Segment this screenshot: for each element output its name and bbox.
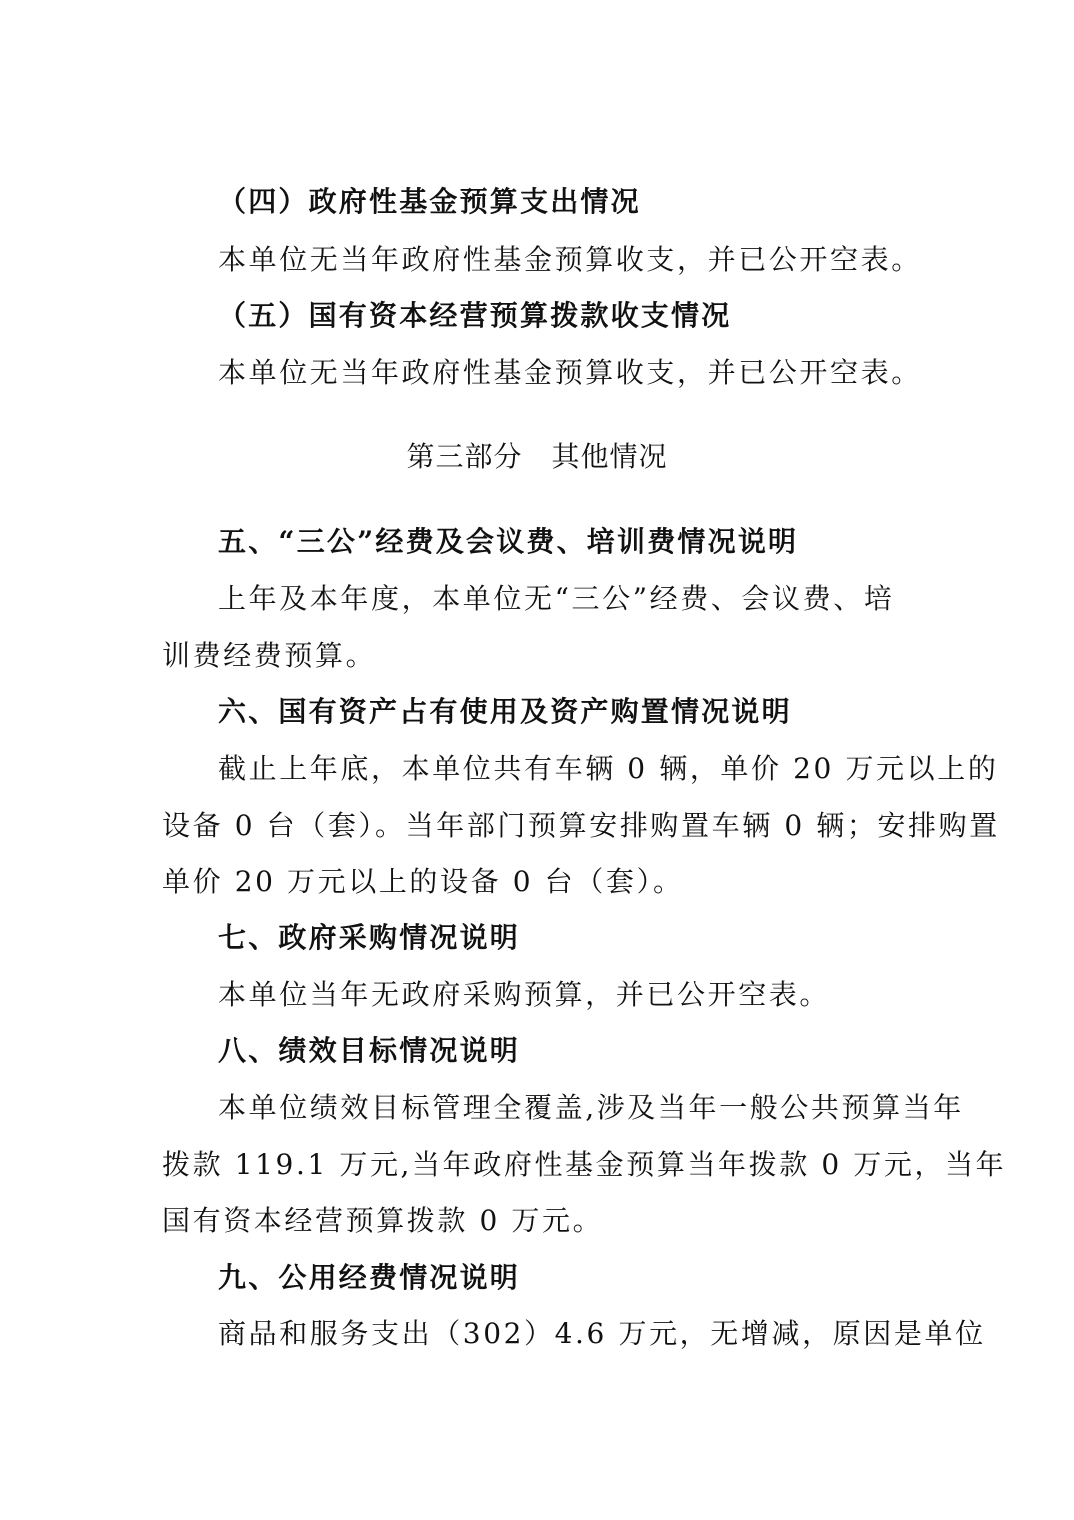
paragraph-9-line-1: 商品和服务支出（302）4.6 万元，无增减，原因是单位 bbox=[218, 1317, 986, 1350]
section-5-cn-heading: 五、“三公”经费及会议费、培训费情况说明 bbox=[218, 525, 799, 558]
paragraph-5-line-1: 上年及本年度，本单位无“三公”经费、会议费、培 bbox=[218, 582, 895, 615]
paragraph-8-line-1: 本单位绩效目标管理全覆盖,涉及当年一般公共预算当年 bbox=[218, 1091, 964, 1124]
section-9-heading: 九、公用经费情况说明 bbox=[218, 1261, 521, 1294]
part-3-title: 第三部分 其他情况 bbox=[406, 440, 668, 473]
paragraph-6-line-1: 截止上年底，本单位共有车辆 0 辆，单价 20 万元以上的 bbox=[218, 752, 999, 785]
paragraph-5-line-2: 训费经费预算。 bbox=[162, 639, 377, 672]
section-8-heading: 八、绩效目标情况说明 bbox=[218, 1034, 521, 1067]
paragraph-6-line-2: 设备 0 台（套）。当年部门预算安排购置车辆 0 辆；安排购置 bbox=[162, 809, 1000, 842]
section-5-heading: （五）国有资本经营预算拨款收支情况 bbox=[218, 299, 732, 332]
section-6-heading: 六、国有资产占有使用及资产购置情况说明 bbox=[218, 695, 792, 728]
paragraph-7-line-1: 本单位当年无政府采购预算，并已公开空表。 bbox=[218, 978, 831, 1011]
section-7-heading: 七、政府采购情况说明 bbox=[218, 921, 521, 954]
paragraph-8-line-2: 拨款 119.1 万元,当年政府性基金预算当年拨款 0 万元，当年 bbox=[162, 1148, 1007, 1181]
paragraph-8-line-3: 国有资本经营预算拨款 0 万元。 bbox=[162, 1204, 604, 1237]
section-5-text: 本单位无当年政府性基金预算收支，并已公开空表。 bbox=[218, 356, 922, 389]
section-4-heading: （四）政府性基金预算支出情况 bbox=[218, 185, 641, 218]
section-4-text: 本单位无当年政府性基金预算收支，并已公开空表。 bbox=[218, 243, 922, 276]
paragraph-6-line-3: 单价 20 万元以上的设备 0 台（套）。 bbox=[162, 865, 684, 898]
